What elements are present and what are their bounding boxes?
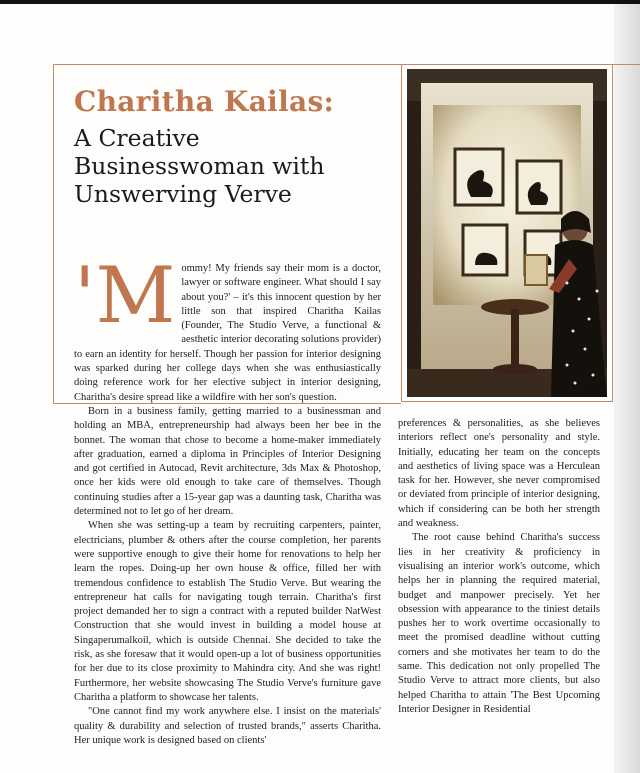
paragraph: preferences & personalities, as she believes interiors reflect one's personality and style. Initially, educating her team on the concepts and aesthetics of living space was a Herculean task for her. However, she never compromised or deviated from principle of interior designing, which if considering can be both her strength and weakness. bbox=[398, 418, 600, 530]
article-title-name: Charitha Kailas: bbox=[74, 85, 335, 118]
paragraph: ommy! My friends say their mom is a doctor, lawyer or software engineer. What should I say about you?' – it's this innocent question by her little son that inspired Charitha Kailas (Founder, The Studio Verve, a functional & aesthetic interior decorating solutions provider) to earn an identity for herself. Though her passion for interior designing was sparked during her college days when she was enthusiastically doing reference work for her elective subject in interior designing, Charitha's desire spread like a wildfire with her son's question. bbox=[74, 263, 381, 403]
header-frame-left-rule bbox=[53, 64, 54, 404]
portrait-photo-illustration bbox=[407, 69, 607, 397]
article-subtitle: A Creative Businesswoman with Unswerving Verve bbox=[74, 124, 325, 208]
paragraph: The root cause behind Charitha's success lies in her creativity & proficiency in visualising an interior work's outcome, which helps her in planning the required material, budget and manpower precisely. Yet her obsession with appearance to the tiniest details pushes her to work overtime occasionally to meet the promised deadline without cutting corners and she motivates her team to do the same. This dedication not only propelled The Studio Verve to attract more clients, but also helped Charitha to attain 'The Best Upcoming Interior Designer in Residential bbox=[398, 532, 600, 715]
paragraph: "One cannot find my work anywhere else. I insist on the materials' quality & durability and selection of trusted brands," asserts Charitha. Her unique work is designed based on clients' bbox=[74, 706, 381, 746]
article-left-column bbox=[74, 251, 381, 748]
paragraph: Born in a business family, getting married to a businessman and holding an MBA, entrepreneurship had always been her bee in the bonnet. The woman that chose to become a home-maker immediately after graduation, earned a diploma in Principles of Interior Designing and got certified in Autocad, Revit architecture, 3ds Max & Photoshop, once her kids were old enough to take care of themselves. Though continuing studies after a 15-year gap was a daunting task, Charitha was determined not to let go of her dream. bbox=[74, 405, 381, 518]
drop-cap: 'M bbox=[74, 251, 176, 341]
article-right-column bbox=[398, 417, 600, 717]
paragraph: When she was setting-up a team by recruiting carpenters, painter, electricians, plumber & others after the course completion, her parents were supportive enough to give their home for renovations to help her learn the ropes. Doing-up her own house & office, filled her with tremendous confidence to establish The Studio Verve. But wearing the entrepreneur hat calls for navigating tough terrain. Charitha's first project demanded her to sign a contract with a reputed builder NatWest Construction that she would invest in building a model house at Singaperumalkoil, which is outside Chennai. She decided to take the risk, as she foresaw that it would open-up a lot of business opportunities for her due to its close proximity to Mahindra city. And she was right! Furthermore, her website showcasing The Studio Verve's furniture gave Charitha a platform to showcase her talents. bbox=[74, 520, 381, 703]
portrait-photo bbox=[407, 69, 607, 397]
